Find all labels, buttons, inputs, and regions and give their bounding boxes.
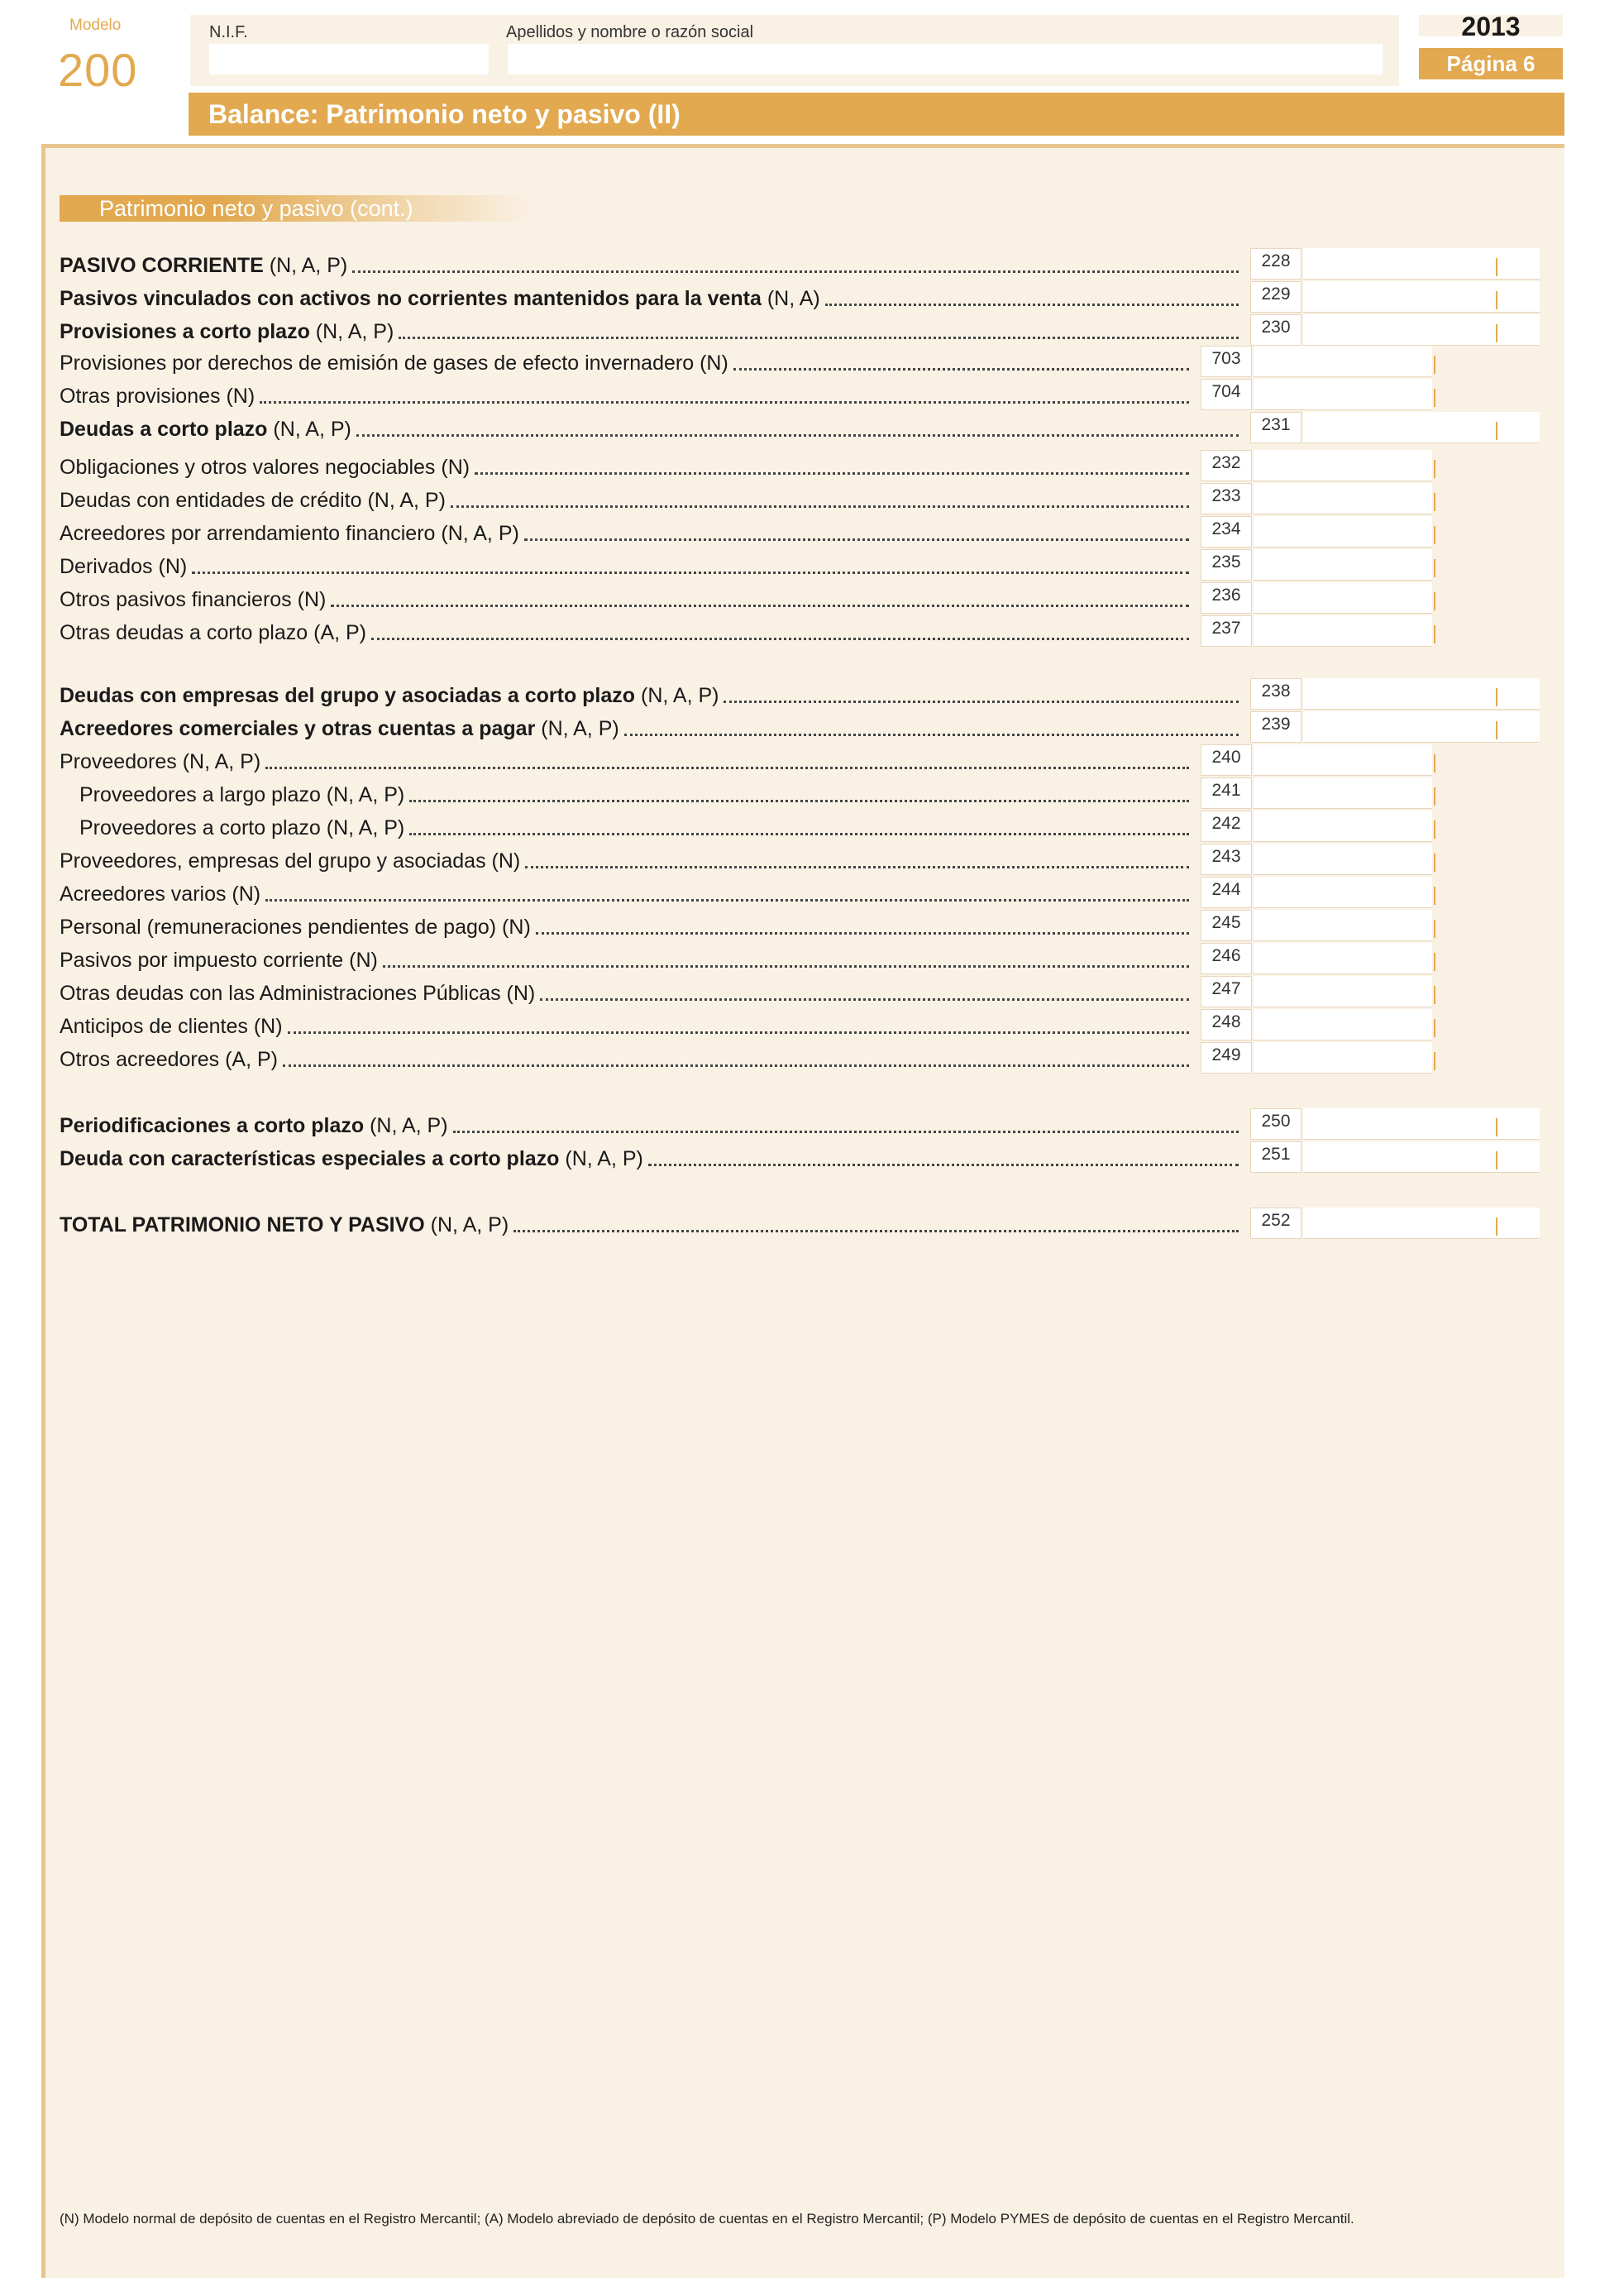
- name-field[interactable]: [508, 44, 1383, 74]
- row-label: [60, 456, 470, 480]
- row-label-text: (N, A, P): [635, 684, 719, 707]
- decimal-separator: [1434, 787, 1435, 806]
- row-label: [79, 783, 404, 807]
- leader-dots: [409, 833, 1189, 835]
- row-label: [60, 1015, 283, 1039]
- row-242: [60, 811, 1432, 844]
- decimal-separator: [1434, 526, 1435, 544]
- row-label-text: Pasivos por impuesto corriente (N): [60, 949, 378, 972]
- box-code: 249: [1201, 1042, 1252, 1074]
- row-label-bold: Periodificaciones a corto plazo: [60, 1114, 365, 1137]
- box-code: 233: [1201, 483, 1252, 514]
- row-label: [60, 750, 260, 774]
- row-235: [60, 549, 1432, 582]
- amount-field[interactable]: [1254, 910, 1432, 941]
- row-243: [60, 844, 1432, 877]
- row-246: [60, 943, 1432, 976]
- decimal-separator: [1496, 1118, 1497, 1136]
- row-229: [60, 281, 1540, 314]
- row-label: [60, 916, 531, 940]
- decimal-separator: [1496, 1151, 1497, 1170]
- row-label-text: (N, A, P): [263, 254, 348, 277]
- decimal-separator: [1496, 688, 1497, 706]
- box-code: 237: [1201, 615, 1252, 647]
- box-code: 239: [1250, 711, 1301, 743]
- amount-field[interactable]: [1254, 516, 1432, 548]
- nif-field[interactable]: [209, 44, 489, 74]
- decimal-separator: [1434, 820, 1435, 839]
- amount-field[interactable]: [1303, 1141, 1540, 1173]
- decimal-separator: [1496, 258, 1497, 276]
- box-code: 704: [1201, 379, 1252, 410]
- row-label: [79, 816, 404, 840]
- leader-dots: [399, 337, 1239, 339]
- amount-field[interactable]: [1303, 314, 1540, 346]
- box-code: 246: [1201, 943, 1252, 974]
- nif-label: N.I.F.: [209, 23, 248, 41]
- row-label: [60, 849, 520, 873]
- box-code: 251: [1250, 1141, 1301, 1173]
- box-code: 238: [1250, 678, 1301, 710]
- leader-dots: [648, 1164, 1239, 1166]
- leader-dots: [265, 899, 1189, 902]
- box-code: 243: [1201, 844, 1252, 875]
- row-label: [60, 982, 535, 1006]
- row-label: [60, 717, 619, 741]
- row-label: [60, 684, 719, 708]
- row-label-text: Otros pasivos financieros (N): [60, 588, 327, 611]
- row-label-text: Acreedores varios (N): [60, 883, 261, 906]
- decimal-separator: [1496, 324, 1497, 342]
- leader-dots: [453, 1131, 1239, 1133]
- row-252: [60, 1208, 1540, 1241]
- row-241: [60, 777, 1432, 811]
- row-label: [60, 254, 347, 278]
- leader-dots: [283, 1064, 1189, 1067]
- amount-field[interactable]: [1254, 976, 1432, 1007]
- amount-field[interactable]: [1303, 711, 1540, 743]
- amount-field[interactable]: [1254, 379, 1432, 410]
- row-245: [60, 910, 1432, 943]
- row-237: [60, 615, 1432, 648]
- row-249: [60, 1042, 1432, 1075]
- leader-dots: [475, 472, 1189, 475]
- box-code: 245: [1201, 910, 1252, 941]
- row-230: [60, 314, 1540, 347]
- row-label-text: (N, A, P): [424, 1213, 509, 1236]
- leader-dots: [724, 701, 1239, 703]
- leader-dots: [371, 638, 1189, 640]
- row-label: [60, 1147, 643, 1171]
- row-label: [60, 555, 187, 579]
- row-label-text: Anticipos de clientes (N): [60, 1015, 283, 1038]
- leader-dots: [356, 434, 1239, 437]
- row-label-text: Proveedores, empresas del grupo y asociadas (N): [60, 849, 521, 873]
- row-label-text: Proveedores (N, A, P): [60, 750, 261, 773]
- row-label-text: Obligaciones y otros valores negociables (N): [60, 456, 470, 479]
- row-label: [60, 1213, 509, 1237]
- row-233: [60, 483, 1432, 516]
- row-247: [60, 976, 1432, 1009]
- row-label-bold: PASIVO CORRIENTE: [60, 254, 264, 277]
- decimal-separator: [1434, 953, 1435, 971]
- amount-field[interactable]: [1254, 346, 1432, 377]
- row-label: [60, 320, 394, 344]
- row-label-text: Otras provisiones (N): [60, 385, 256, 408]
- row-label-text: (N, A, P): [309, 320, 394, 343]
- amount-field[interactable]: [1254, 811, 1432, 842]
- row-240: [60, 744, 1432, 777]
- row-label-text: (N, A): [761, 287, 820, 310]
- page-title: Balance: Patrimonio neto y pasivo (II): [189, 93, 1564, 136]
- leader-dots: [288, 1031, 1189, 1034]
- row-label: [60, 883, 260, 906]
- box-code: 241: [1201, 777, 1252, 809]
- modelo-label: Modelo: [69, 17, 122, 34]
- row-label-bold: Provisiones a corto plazo: [60, 320, 310, 343]
- decimal-separator: [1434, 1019, 1435, 1037]
- row-238: [60, 678, 1540, 711]
- row-label-text: Otras deudas con las Administraciones Públicas (N): [60, 982, 536, 1005]
- row-label: [60, 352, 728, 375]
- leader-dots: [451, 505, 1189, 508]
- amount-field[interactable]: [1303, 412, 1540, 443]
- row-label-text: Provisiones por derechos de emisión de gases de efecto invernadero (N): [60, 352, 728, 375]
- leader-dots: [525, 866, 1189, 868]
- row-248: [60, 1009, 1432, 1042]
- decimal-separator: [1434, 854, 1435, 872]
- row-label-text: (N, A, P): [559, 1147, 643, 1170]
- leader-dots: [409, 800, 1189, 802]
- row-label-text: (N, A, P): [267, 418, 351, 441]
- box-code: 250: [1250, 1108, 1301, 1140]
- box-code: 240: [1201, 744, 1252, 776]
- amount-field[interactable]: [1254, 483, 1432, 514]
- box-code: 235: [1201, 549, 1252, 581]
- box-code: 247: [1201, 976, 1252, 1007]
- row-label-bold: Deuda con características especiales a corto plazo: [60, 1147, 560, 1170]
- amount-field[interactable]: [1254, 615, 1432, 647]
- leader-dots: [260, 401, 1189, 404]
- leader-dots: [524, 538, 1189, 541]
- row-239: [60, 711, 1540, 744]
- leader-dots: [513, 1230, 1239, 1232]
- amount-field[interactable]: [1303, 678, 1540, 710]
- leader-dots: [265, 767, 1189, 769]
- box-code: 234: [1201, 516, 1252, 548]
- row-label: [60, 489, 446, 513]
- row-label: [60, 588, 326, 612]
- decimal-separator: [1434, 493, 1435, 511]
- row-label-text: Deudas con entidades de crédito (N, A, P): [60, 489, 446, 512]
- box-code: 232: [1201, 450, 1252, 481]
- box-code: 228: [1250, 248, 1301, 280]
- amount-field[interactable]: [1254, 777, 1432, 809]
- row-label: [60, 949, 378, 973]
- row-label-text: Derivados (N): [60, 555, 188, 578]
- amount-field[interactable]: [1303, 1108, 1540, 1140]
- box-code: 252: [1250, 1208, 1301, 1239]
- box-code: 244: [1201, 877, 1252, 908]
- row-label-bold: Acreedores comerciales y otras cuentas a pagar: [60, 717, 536, 740]
- row-label-bold: Deudas a corto plazo: [60, 418, 268, 441]
- amount-field[interactable]: [1303, 248, 1540, 280]
- row-703: [60, 346, 1432, 379]
- leader-dots: [540, 998, 1189, 1001]
- leader-dots: [733, 368, 1189, 371]
- decimal-separator: [1496, 721, 1497, 739]
- leader-dots: [331, 605, 1189, 607]
- row-label-text: (N, A, P): [364, 1114, 448, 1137]
- leader-dots: [383, 965, 1189, 968]
- box-code: 248: [1201, 1009, 1252, 1040]
- amount-field[interactable]: [1254, 943, 1432, 974]
- box-code: 703: [1201, 346, 1252, 377]
- amount-field[interactable]: [1303, 1208, 1540, 1239]
- decimal-separator: [1434, 625, 1435, 643]
- row-label-text: Otros acreedores (A, P): [60, 1048, 278, 1071]
- row-244: [60, 877, 1432, 910]
- decimal-separator: [1434, 592, 1435, 610]
- decimal-separator: [1496, 422, 1497, 440]
- decimal-separator: [1434, 920, 1435, 938]
- leader-dots: [192, 572, 1189, 574]
- row-234: [60, 516, 1432, 549]
- row-228: [60, 248, 1540, 281]
- row-label-bold: TOTAL PATRIMONIO NETO Y PASIVO: [60, 1213, 425, 1236]
- row-label-text: Proveedores a corto plazo (N, A, P): [79, 816, 405, 839]
- section-title: Patrimonio neto y pasivo (cont.): [60, 195, 533, 222]
- leader-dots: [825, 304, 1239, 306]
- amount-field[interactable]: [1254, 1042, 1432, 1074]
- decimal-separator: [1434, 1052, 1435, 1070]
- decimal-separator: [1434, 460, 1435, 478]
- decimal-separator: [1434, 986, 1435, 1004]
- row-label-text: (N, A, P): [535, 717, 619, 740]
- row-label: [60, 418, 351, 442]
- name-label: Apellidos y nombre o razón social: [506, 23, 754, 41]
- amount-field[interactable]: [1254, 744, 1432, 776]
- decimal-separator: [1434, 887, 1435, 905]
- modelo-number: 200: [58, 44, 138, 96]
- amount-field[interactable]: [1254, 877, 1432, 908]
- row-231: [60, 412, 1540, 445]
- leader-dots: [352, 270, 1239, 273]
- row-label: [60, 1114, 448, 1138]
- amount-field[interactable]: [1254, 582, 1432, 614]
- row-236: [60, 582, 1432, 615]
- box-code: 242: [1201, 811, 1252, 842]
- amount-field[interactable]: [1254, 844, 1432, 875]
- decimal-separator: [1434, 356, 1435, 374]
- box-code: 231: [1250, 412, 1301, 443]
- row-label: [60, 522, 519, 546]
- box-code: 229: [1250, 281, 1301, 313]
- row-label: [60, 621, 366, 645]
- row-label: [60, 287, 820, 311]
- leader-dots: [536, 932, 1189, 935]
- year-label: 2013: [1419, 15, 1563, 36]
- row-704: [60, 379, 1432, 412]
- row-232: [60, 450, 1432, 483]
- row-250: [60, 1108, 1540, 1141]
- decimal-separator: [1496, 291, 1497, 309]
- decimal-separator: [1434, 389, 1435, 407]
- footnote: (N) Modelo normal de depósito de cuentas en el Registro Mercantil; (A) Modelo abreviado de depósito de cuentas en el Registro Mercantil; (P) Modelo PYMES de depósito de cuentas en el Registro Mercantil.: [60, 2211, 1354, 2227]
- row-label-text: Otras deudas a corto plazo (A, P): [60, 621, 367, 644]
- decimal-separator: [1496, 1217, 1497, 1236]
- page-badge: Página 6: [1419, 48, 1563, 79]
- row-label: [60, 1048, 278, 1072]
- amount-field[interactable]: [1303, 281, 1540, 313]
- amount-field[interactable]: [1254, 1009, 1432, 1040]
- box-code: 230: [1250, 314, 1301, 346]
- decimal-separator: [1434, 559, 1435, 577]
- leader-dots: [624, 734, 1239, 736]
- row-label-bold: Pasivos vinculados con activos no corrientes mantenidos para la venta: [60, 287, 762, 310]
- row-label-text: Acreedores por arrendamiento financiero (N, A, P): [60, 522, 519, 545]
- row-label-text: Personal (remuneraciones pendientes de pago) (N): [60, 916, 531, 939]
- row-label-text: Proveedores a largo plazo (N, A, P): [79, 783, 405, 806]
- amount-field[interactable]: [1254, 450, 1432, 481]
- row-label-bold: Deudas con empresas del grupo y asociadas a corto plazo: [60, 684, 636, 707]
- box-code: 236: [1201, 582, 1252, 614]
- decimal-separator: [1434, 754, 1435, 773]
- amount-field[interactable]: [1254, 549, 1432, 581]
- row-label: [60, 385, 255, 409]
- row-251: [60, 1141, 1540, 1174]
